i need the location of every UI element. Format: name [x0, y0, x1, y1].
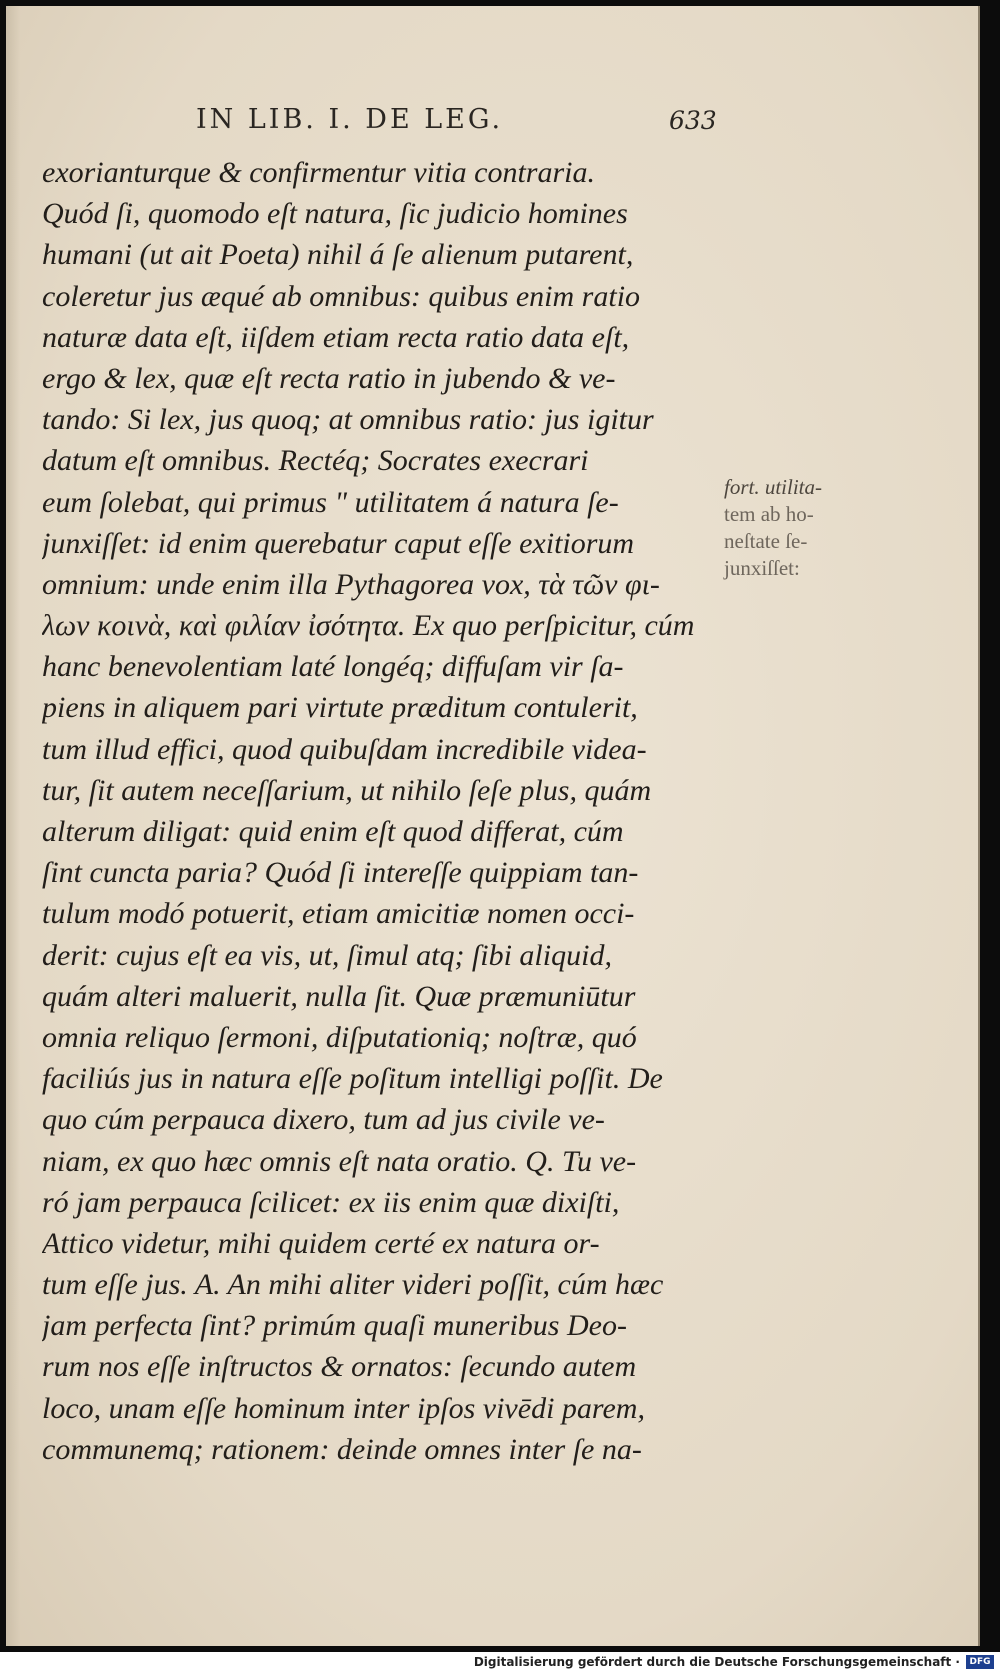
- text-line: eum ſolebat, qui primus " utilitatem á natura ſe-: [42, 485, 619, 519]
- text-line: rum nos eſſe inſtructos & ornatos: ſecundo autem: [42, 1350, 637, 1384]
- text-line: faciliús jus in natura eſſe poſitum intelligi poſſit. De: [42, 1062, 663, 1096]
- running-head: IN LIB. I. DE LEG.: [196, 104, 504, 135]
- text-line: tur, ſit autem neceſſarium, ut nihilo ſeſe plus, quám: [42, 773, 652, 807]
- text-line: communemq; rationem: deinde omnes inter ſe na-: [42, 1432, 642, 1466]
- text-line: humani (ut ait Poeta) nihil á ſe alienum putarent,: [42, 238, 634, 272]
- text-line: junxiſſet: id enim querebatur caput eſſe exitiorum: [42, 526, 635, 560]
- text-line: λων κοινὰ, καὶ φιλίαν ἰσότητα. Ex quo perſpicitur, cúm: [42, 609, 695, 643]
- text-line: Quód ſi, quomodo eſt natura, ſic judicio homines: [42, 197, 628, 231]
- text-line: tulum modó potuerit, etiam amicitiæ nomen occi-: [42, 897, 635, 931]
- text-line: Attico videtur, mihi quidem certé ex natura or-: [42, 1226, 600, 1260]
- page-number: 633: [669, 106, 717, 135]
- margin-note-line: neſtate ſe-: [724, 529, 808, 553]
- text-line: niam, ex quo hæc omnis eſt nata oratio. Q. Tu ve-: [42, 1144, 637, 1178]
- page-gutter-shadow: [6, 6, 20, 1646]
- text-line: tando: Si lex, jus quoq; at omnibus ratio: jus igitur: [42, 403, 654, 437]
- text-line: tum illud effici, quod quibuſdam incredibile videa-: [42, 732, 647, 766]
- body-text: [42, 152, 717, 1470]
- text-line: omnium: unde enim illa Pythagorea vox, τὰ τῶν φι-: [42, 567, 660, 601]
- text-line: ró jam perpauca ſcilicet: ex iis enim quæ dixiſti,: [42, 1185, 620, 1219]
- text-line: ſint cuncta paria? Quód ſi intereſſe quippiam tan-: [42, 856, 639, 890]
- margin-note-line: junxiſſet:: [724, 556, 800, 580]
- margin-note: [724, 474, 884, 582]
- dfg-logo: DFG: [966, 1655, 994, 1669]
- text-line: tum eſſe jus. A. An mihi aliter videri poſſit, cúm hæc: [42, 1268, 664, 1302]
- text-line: quám alteri maluerit, nulla ſit. Quæ præmuniūtur: [42, 979, 636, 1013]
- text-line: loco, unam eſſe hominum inter ipſos vivēdi parem,: [42, 1391, 645, 1425]
- text-line: datum eſt omnibus. Rectéq; Socrates execrari: [42, 444, 589, 478]
- text-line: derit: cujus eſt ea vis, ut, ſimul atq; ſibi aliquid,: [42, 938, 612, 972]
- text-line: ergo & lex, quæ eſt recta ratio in jubendo & ve-: [42, 361, 616, 395]
- text-line: naturæ data eſt, iiſdem etiam recta ratio data eſt,: [42, 320, 630, 354]
- margin-note-line: tem ab ho-: [724, 502, 814, 526]
- margin-note-line: fort. utilita-: [724, 475, 823, 499]
- text-line: hanc benevolentiam laté longéq; diffuſam vir ſa-: [42, 650, 624, 684]
- footer-credit: Digitalisierung gefördert durch die Deutsche Forschungsgemeinschaft ·: [473, 1655, 960, 1669]
- text-line: coleretur jus æqué ab omnibus: quibus enim ratio: [42, 279, 641, 313]
- text-line: exorianturque & confirmentur vitia contraria.: [42, 156, 595, 189]
- text-line: jam perfecta ſint? primúm quaſi muneribus Deo-: [42, 1309, 627, 1343]
- text-line: piens in aliquem pari virtute præditum contulerit,: [42, 691, 638, 725]
- text-line: quo cúm perpauca dixero, tum ad jus civile ve-: [42, 1103, 605, 1137]
- text-line: omnia reliquo ſermoni, diſputationiq; noſtræ, quó: [42, 1020, 637, 1054]
- text-line: alterum diligat: quid enim eſt quod differat, cúm: [42, 815, 624, 848]
